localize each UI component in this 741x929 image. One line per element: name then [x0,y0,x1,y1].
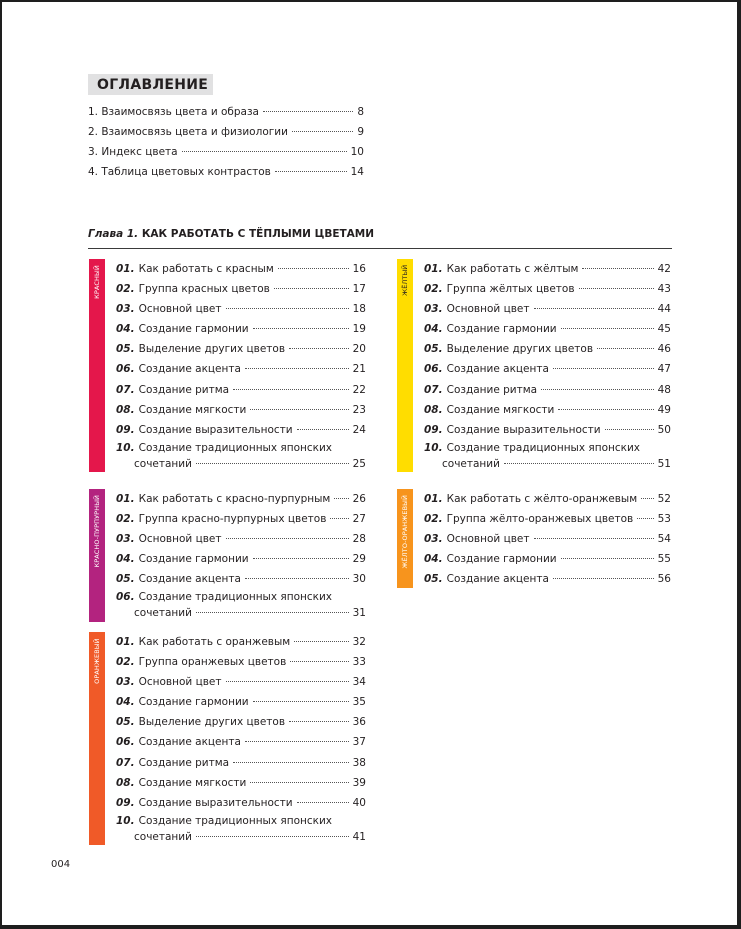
entry-page: 26 [352,493,366,505]
toc-entry[interactable] [116,589,366,623]
entry-page: 32 [352,636,366,648]
toc-entry[interactable] [424,489,671,509]
entry-title: Создание акцента [446,573,549,586]
dot-leader [597,348,654,349]
entry-page: 31 [352,607,366,620]
entry-page: 33 [352,656,366,669]
entry-page: 19 [352,323,366,336]
toc-entry[interactable] [424,420,671,440]
dot-leader [245,578,349,579]
dot-leader [504,463,654,464]
toc-entry[interactable] [116,732,366,752]
dot-leader [289,721,349,722]
entry-page: 25 [352,457,366,470]
dot-leader [275,171,347,172]
entry-number: 02. [424,283,443,296]
entry-number: 10. [116,441,135,454]
entry-page: 18 [352,303,366,316]
dot-leader [582,268,653,269]
entry-number: 08. [116,776,135,789]
entry-number: 03. [116,533,135,546]
entry-number: 07. [424,383,443,396]
entry-number: 06. [116,736,135,749]
toc-item[interactable] [88,122,364,142]
toc-entry[interactable] [424,400,671,420]
toc-entry[interactable] [116,420,366,440]
entry-title: Создание акцента [138,573,241,586]
entry-number: 05. [116,343,135,356]
toc-entry[interactable] [116,793,366,813]
entry-page: 54 [657,533,671,546]
toc-entry[interactable] [116,279,366,299]
entry-title: Создание мягкости [138,403,247,416]
toc-entry[interactable] [116,319,366,339]
dot-leader [263,111,353,112]
entry-page: 20 [352,343,366,356]
entry-number: 04. [424,553,443,566]
toc-entry[interactable] [424,549,671,569]
entry-page: 53 [657,513,671,526]
entry-title-continued: сочетаний [134,830,192,843]
entry-number: 07. [116,383,135,396]
entry-number: 03. [116,303,135,316]
entry-page: 55 [657,553,671,566]
entry-title: Группа жёлто-оранжевых цветов [446,513,634,526]
entry-title: Создание гармонии [138,696,249,709]
entry-title: Создание акцента [138,363,241,376]
color-tab-red [89,259,105,472]
dot-leader [534,308,654,309]
dot-leader [290,661,348,662]
entry-page: 29 [352,553,366,566]
color-tab-yellow [397,259,413,472]
toc-entry[interactable] [116,549,366,569]
entry-title: Создание акцента [138,736,241,749]
toc-entry[interactable] [116,632,366,652]
entry-number: 09. [116,423,135,436]
entry-title: Создание акцента [446,363,549,376]
toc-entry[interactable] [116,380,366,400]
toc-item[interactable] [88,102,364,122]
entry-number: 06. [116,363,135,376]
dot-leader [233,389,349,390]
entry-title: Создание мягкости [138,776,247,789]
dot-leader [579,288,654,289]
entry-title: Группа жёлтых цветов [446,283,575,296]
toc-item-page: 8 [357,106,364,118]
dot-leader [297,429,349,430]
entry-page: 24 [352,423,366,436]
chapter-divider [88,248,672,249]
entry-title: Выделение других цветов [446,343,594,356]
toc-item-label: 3. Индекс цвета [88,146,178,158]
entry-number: 01. [424,263,443,275]
entry-number: 05. [116,573,135,586]
entry-page: 21 [352,363,366,376]
entry-title: Создание выразительности [138,796,293,809]
toc-entry[interactable] [116,509,366,529]
dot-leader [605,429,654,430]
page-number: 004 [51,859,71,870]
entry-title: Создание ритма [138,756,230,769]
entry-page: 34 [352,676,366,689]
entry-number: 03. [424,533,443,546]
entry-title-continued: сочетаний [134,607,192,620]
entry-number: 05. [424,573,443,586]
toc-entry[interactable] [116,359,366,379]
entry-title: Создание выразительности [138,423,293,436]
color-tab-label: ОРАНЖЕВЫЙ [93,638,101,684]
dot-leader [294,641,348,642]
color-tab-yellow-orange [397,489,413,588]
toc-entry[interactable] [424,529,671,549]
toc-item[interactable] [88,162,364,182]
entry-title: Создание выразительности [446,423,601,436]
chapter-title: КАК РАБОТАТЬ С ТЁПЛЫМИ ЦВЕТАМИ [141,228,375,240]
dot-leader [553,368,654,369]
entry-number: 05. [424,343,443,356]
entry-number: 03. [116,676,135,689]
toc-entry[interactable] [116,400,366,420]
entry-number: 01. [116,263,135,275]
entry-number: 02. [116,656,135,669]
toc-entry[interactable] [424,569,671,589]
toc-item-label: 2. Взаимосвязь цвета и физиологии [88,126,288,138]
color-tab-label: ЖЁЛТО-ОРАНЖЕВЫЙ [401,495,409,569]
entry-number: 02. [116,283,135,296]
toc-item-label: 1. Взаимосвязь цвета и образа [88,106,259,118]
entry-page: 36 [352,716,366,729]
entry-number: 09. [424,423,443,436]
dot-leader [226,308,349,309]
dot-leader [226,538,349,539]
dot-leader [226,681,349,682]
dot-leader [641,498,653,499]
entry-number: 07. [116,756,135,769]
entry-page: 22 [352,383,366,396]
toc-item-page: 9 [357,126,364,138]
entry-title-continued: сочетаний [442,457,500,470]
dot-leader [253,558,349,559]
entry-title: Группа оранжевых цветов [138,656,287,669]
toc-entry[interactable] [424,319,671,339]
entry-number: 01. [116,636,135,648]
entry-page: 27 [352,513,366,526]
toc-item[interactable] [88,142,364,162]
toc-entry[interactable] [116,652,366,672]
entry-title: Основной цвет [446,533,530,546]
toc-entry[interactable] [116,489,366,509]
dot-leader [297,802,349,803]
entry-number: 03. [424,303,443,316]
entry-page: 40 [352,796,366,809]
entry-page: 46 [657,343,671,356]
toc-entry[interactable] [116,440,366,474]
toc-entry[interactable] [424,359,671,379]
dot-leader [274,288,349,289]
entry-page: 23 [352,403,366,416]
toc-entry[interactable] [116,569,366,589]
entry-number: 05. [116,716,135,729]
dot-leader [196,836,349,837]
entry-title: Группа красных цветов [138,283,270,296]
dot-leader [561,328,654,329]
entry-title: Основной цвет [138,676,222,689]
entry-title: Создание традиционных японских [138,441,333,454]
section-items [116,632,366,847]
color-tab-red-purple [89,489,105,622]
dot-leader [534,538,654,539]
entry-page: 28 [352,533,366,546]
toc-entry[interactable] [424,380,671,400]
entry-title: Как работать с жёлтым [446,263,579,275]
entry-page: 38 [352,756,366,769]
entry-title: Создание традиционных японских [138,814,333,827]
entry-page: 48 [657,383,671,396]
entry-title: Создание традиционных японских [138,591,333,604]
entry-page: 35 [352,696,366,709]
toc-entry[interactable] [116,773,366,793]
entry-title: Как работать с красным [138,263,274,275]
entry-number: 08. [424,403,443,416]
toc-item-page: 10 [350,146,364,158]
section-items [424,489,671,589]
entry-number: 01. [116,493,135,505]
dot-leader [637,518,653,519]
entry-title: Создание традиционных японских [446,441,641,454]
toc-entry[interactable] [116,813,366,847]
entry-page: 44 [657,303,671,316]
dot-leader [553,578,654,579]
entry-title: Как работать с оранжевым [138,636,291,648]
entry-title: Выделение других цветов [138,716,286,729]
entry-page: 30 [352,573,366,586]
entry-number: 04. [116,553,135,566]
entry-number: 01. [424,493,443,505]
entry-title: Как работать с красно-пурпурным [138,493,331,505]
entry-number: 09. [116,796,135,809]
toc-list [88,102,364,182]
entry-number: 08. [116,403,135,416]
toc-entry[interactable] [116,692,366,712]
entry-number: 06. [116,591,135,604]
entry-page: 45 [657,323,671,336]
entry-number: 04. [116,696,135,709]
entry-page: 56 [657,573,671,586]
entry-page: 39 [352,776,366,789]
dot-leader [253,701,349,702]
toc-entry[interactable] [424,259,671,279]
entry-title: Создание ритма [138,383,230,396]
entry-page: 41 [352,830,366,843]
entry-page: 37 [352,736,366,749]
entry-number: 10. [116,814,135,827]
toc-entry[interactable] [116,712,366,732]
dot-leader [330,518,348,519]
entry-page: 43 [657,283,671,296]
entry-title: Создание мягкости [446,403,555,416]
dot-leader [196,463,349,464]
entry-page: 17 [352,283,366,296]
toc-entry[interactable] [116,753,366,773]
entry-page: 52 [657,493,671,505]
toc-entry[interactable] [424,509,671,529]
dot-leader [278,268,349,269]
entry-title-continued: сочетаний [134,457,192,470]
entry-number: 06. [424,363,443,376]
section-items [116,489,366,623]
entry-number: 04. [424,323,443,336]
toc-item-label: 4. Таблица цветовых контрастов [88,166,271,178]
entry-number: 04. [116,323,135,336]
book-page [2,2,737,925]
entry-page: 51 [657,457,671,470]
toc-entry[interactable] [116,339,366,359]
entry-title: Группа красно-пурпурных цветов [138,513,327,526]
toc-entry[interactable] [116,299,366,319]
chapter-prefix: Глава 1. [88,228,139,240]
color-tab-label: ЖЁЛТЫЙ [401,265,409,297]
entry-page: 42 [657,263,671,275]
toc-entry[interactable] [424,339,671,359]
entry-page: 50 [657,423,671,436]
dot-leader [561,558,654,559]
entry-title: Создание ритма [446,383,538,396]
toc-item-page: 14 [350,166,364,178]
entry-title: Создание гармонии [446,323,557,336]
dot-leader [558,409,653,410]
dot-leader [253,328,349,329]
dot-leader [250,782,348,783]
section-items [116,259,366,474]
entry-title: Основной цвет [138,303,222,316]
dot-leader [182,151,347,152]
color-tab-label: КРАСНО-ПУРПУРНЫЙ [93,495,101,568]
toc-entry[interactable] [116,259,366,279]
color-tab-orange [89,632,105,845]
toc-entry[interactable] [424,279,671,299]
section-items [424,259,671,474]
dot-leader [233,762,349,763]
entry-page: 47 [657,363,671,376]
entry-number: 02. [424,513,443,526]
toc-entry[interactable] [116,672,366,692]
dot-leader [334,498,348,499]
dot-leader [196,612,349,613]
entry-title: Создание гармонии [446,553,557,566]
chapter-heading [88,228,374,240]
entry-page: 49 [657,403,671,416]
toc-entry[interactable] [116,529,366,549]
dot-leader [289,348,349,349]
dot-leader [541,389,654,390]
color-tab-label: КРАСНЫЙ [93,265,101,299]
entry-title: Создание гармонии [138,323,249,336]
entry-number: 10. [424,441,443,454]
entry-title: Как работать с жёлто-оранжевым [446,493,638,505]
toc-entry[interactable] [424,299,671,319]
entry-title: Основной цвет [446,303,530,316]
entry-title: Создание гармонии [138,553,249,566]
entry-page: 16 [352,263,366,275]
dot-leader [245,368,349,369]
toc-title: ОГЛАВЛЕНИЕ [88,74,213,95]
dot-leader [292,131,353,132]
dot-leader [250,409,348,410]
entry-title: Выделение других цветов [138,343,286,356]
entry-number: 02. [116,513,135,526]
dot-leader [245,741,349,742]
entry-title: Основной цвет [138,533,222,546]
toc-entry[interactable] [424,440,671,474]
